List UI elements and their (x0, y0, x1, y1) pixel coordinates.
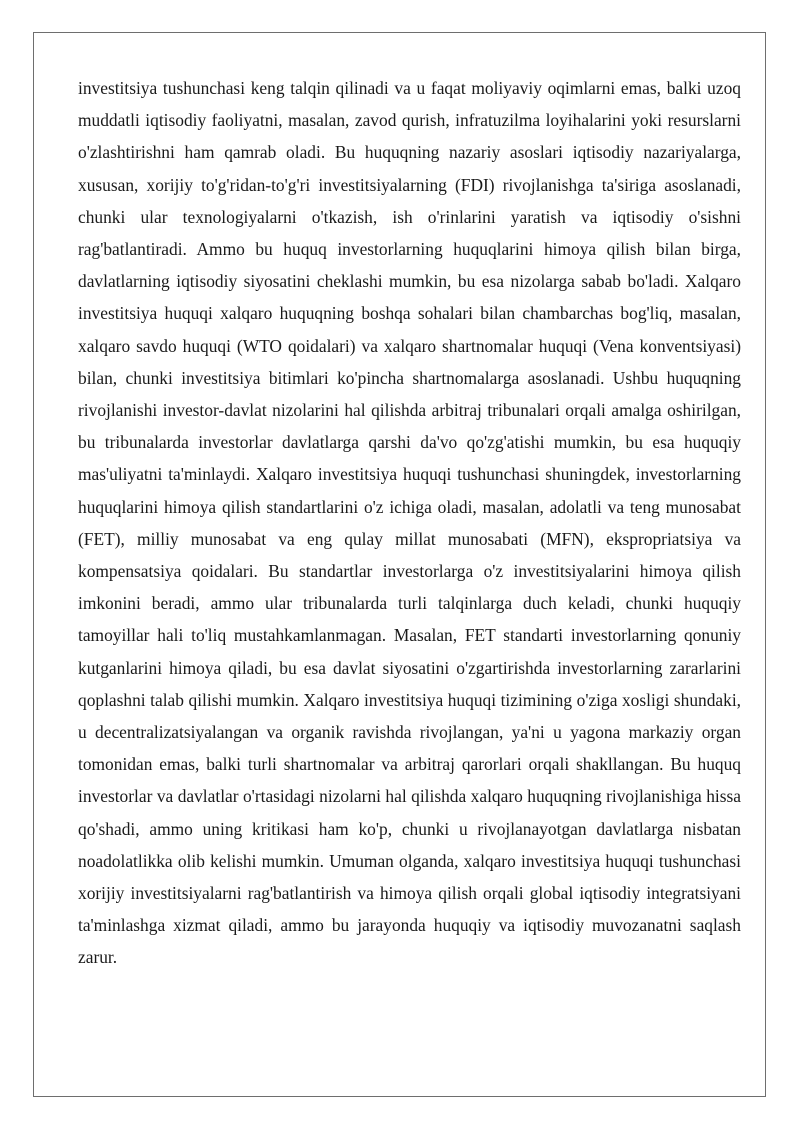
body-paragraph: investitsiya tushunchasi keng talqin qilinadi va u faqat moliyaviy oqimlarni emas, balki uzoq muddatli iqtisodiy faoliyatni, masalan, zavod qurish, infratuzilma loyihalarini yoki resurslarni o'zlashtirishni ham qamrab oladi. Bu huquqning nazariy asoslari iqtisodiy nazariyalarga, xususan, xorijiy to'g'ridan-to'g'ri investitsiyalarning (FDI) rivojlanishga ta'siriga asoslanadi, chunki ular texnologiyalarni o'tkazish, ish o'rinlarini yaratish va iqtisodiy o'sishni rag'batlantiradi. Ammo bu huquq investorlarning huquqlarini himoya qilish bilan birga, davlatlarning iqtisodiy siyosatini cheklashi mumkin, bu esa nizolarga sabab bo'ladi. Xalqaro investitsiya huquqi xalqaro huquqning boshqa sohalari bilan chambarchas bog'liq, masalan, xalqaro savdo huquqi (WTO qoidalari) va xalqaro shartnomalar huquqi (Vena konventsiyasi) bilan, chunki investitsiya bitimlari ko'pincha shartnomalarga asoslanadi. Ushbu huquqning rivojlanishi investor-davlat nizolarini hal qilishda arbitraj tribunalari orqali amalga oshirilgan, bu tribunalarda investorlar davlatlarga qarshi da'vo qo'zg'atishi mumkin, bu esa huquqiy mas'uliyatni ta'minlaydi. Xalqaro investitsiya huquqi tushunchasi shuningdek, investorlarning huquqlarini himoya qilish standartlarini o'z ichiga oladi, masalan, adolatli va teng munosabat (FET), milliy munosabat va eng qulay millat munosabati (MFN), ekspropriatsiya va kompensatsiya qoidalari. Bu standartlar investorlarga o'z investitsiyalarini himoya qilish imkonini beradi, ammo ular tribunalarda turli talqinlarga duch keladi, chunki huquqiy tamoyillar hali to'liq mustahkamlanmagan. Masalan, FET standarti investorlarning qonuniy kutganlarini himoya qiladi, bu esa davlat siyosatini o'zgartirishda investorlarning zararlarini qoplashni talab qilishi mumkin. Xalqaro investitsiya huquqi tizimining o'ziga xosligi shundaki, u decentralizatsiyalangan va organik ravishda rivojlangan, ya'ni u yagona markaziy organ tomonidan emas, balki turli shartnomalar va arbitraj qarorlari orqali shakllangan. Bu huquq investorlar va davlatlar o'rtasidagi nizolarni hal qilishda xalqaro huquqning rivojlanishiga hissa qo'shadi, ammo uning kritikasi ham ko'p, chunki u rivojlanayotgan davlatlarga nisbatan noadolatlikka olib kelishi mumkin. Umuman olganda, xalqaro investitsiya huquqi tushunchasi xorijiy investitsiyalarni rag'batlantirish va himoya qilish orqali global iqtisodiy integratsiyani ta'minlashga xizmat qiladi, ammo bu jarayonda huquqiy va iqtisodiy muvozanatni saqlash zarur. (78, 78, 741, 968)
